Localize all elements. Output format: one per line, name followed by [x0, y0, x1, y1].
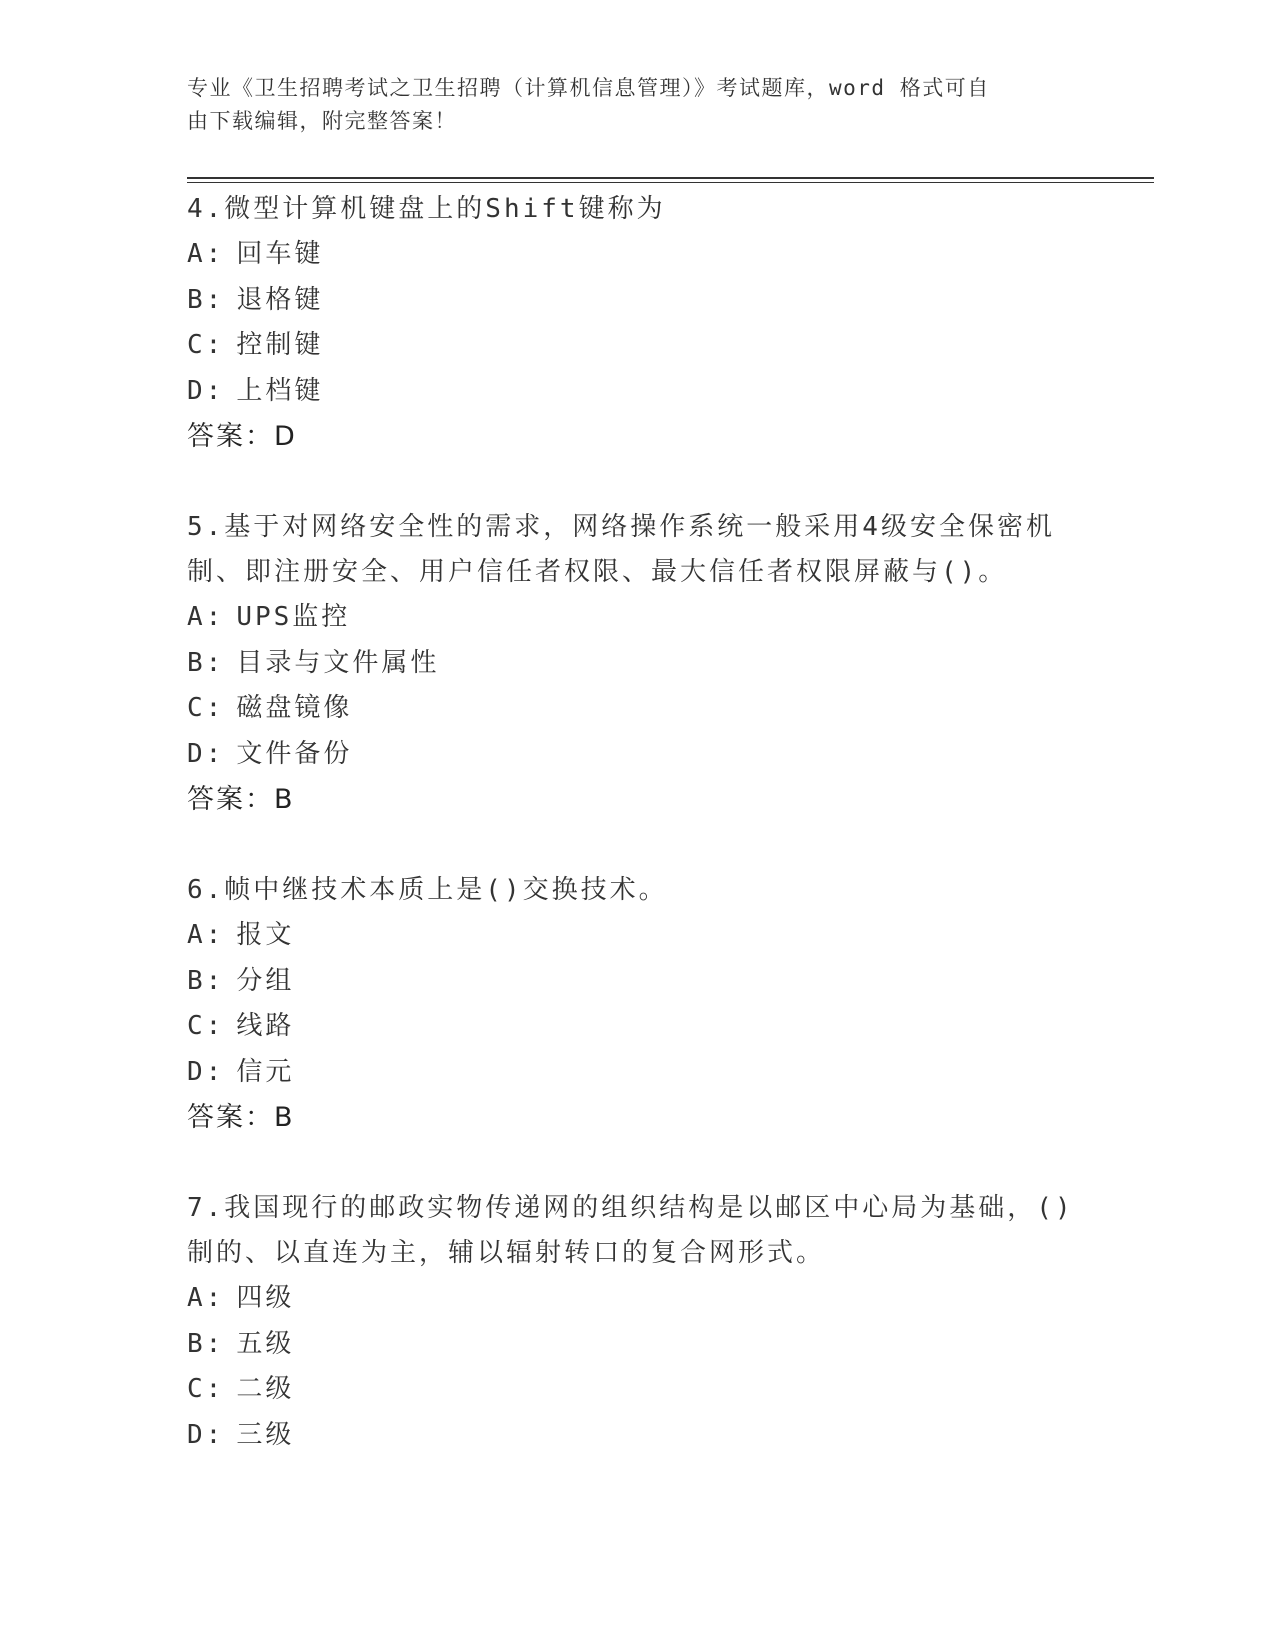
option-key: A — [187, 239, 206, 269]
option-text: 二级 — [236, 1374, 295, 1404]
option-key: D — [187, 375, 206, 406]
answer-text: 答案：B — [187, 784, 295, 815]
option-c: C: 控制键 — [187, 323, 1077, 369]
option-c: C: 二级 — [187, 1367, 1077, 1413]
question-text: 4.微型计算机键盘上的Shift键称为 — [187, 194, 666, 224]
question-text: 6.帧中继技术本质上是()交换技术。 — [187, 875, 668, 905]
option-text: 控制键 — [236, 330, 324, 360]
option-key: A — [187, 1283, 206, 1313]
answer-text: 答案：B — [187, 1102, 295, 1133]
header-line-1: 专业《卫生招聘考试之卫生招聘（计算机信息管理）》考试题库，word 格式可自 — [187, 76, 990, 100]
option-b: B: 目录与文件属性 — [187, 641, 1077, 687]
header-divider-thin — [187, 182, 1154, 183]
option-a: A: 回车键 — [187, 232, 1077, 278]
option-key: B — [187, 284, 206, 315]
question-4 — [187, 187, 1077, 460]
option-key: B — [187, 1328, 206, 1359]
question-6 — [187, 868, 1077, 1141]
option-d: D: 信元 — [187, 1050, 1077, 1096]
option-d: D: 上档键 — [187, 369, 1077, 415]
option-b: B: 分组 — [187, 959, 1077, 1005]
option-text: 四级 — [236, 1283, 295, 1313]
header-line-2: 由下载编辑，附完整答案！ — [187, 109, 457, 133]
option-text: 三级 — [236, 1419, 295, 1450]
question-text: 5.基于对网络安全性的需求，网络操作系统一般采用4级安全保密机制、即注册安全、用户信任者权限、最大信任者权限屏蔽与()。 — [187, 512, 1055, 587]
option-text: 线路 — [236, 1011, 295, 1041]
option-d: D: 文件备份 — [187, 732, 1077, 778]
option-text: 上档键 — [236, 375, 324, 406]
answer-text: 答案：D — [187, 421, 297, 452]
question-7 — [187, 1186, 1077, 1458]
option-key: D — [187, 738, 206, 769]
option-key: C — [187, 1011, 206, 1041]
option-text: 报文 — [236, 920, 295, 950]
option-text: 分组 — [236, 965, 295, 996]
question-list — [187, 187, 1077, 1503]
option-key: D — [187, 1419, 206, 1450]
option-key: B — [187, 647, 206, 678]
option-text: 五级 — [236, 1328, 295, 1359]
option-text: 文件备份 — [236, 738, 353, 769]
option-text: 信元 — [236, 1056, 295, 1087]
option-a: A: 四级 — [187, 1276, 1077, 1322]
option-key: A — [187, 602, 206, 632]
question-text: 7.我国现行的邮政实物传递网的组织结构是以邮区中心局为基础，()制的、以直连为主，辅以辐射转口的复合网形式。 — [187, 1193, 1074, 1268]
document-header — [187, 72, 1067, 138]
option-key: C — [187, 330, 206, 360]
option-b: B: 退格键 — [187, 278, 1077, 324]
option-text: 磁盘镜像 — [236, 693, 353, 723]
option-text: UPS监控 — [236, 602, 351, 632]
option-d: D: 三级 — [187, 1413, 1077, 1459]
option-b: B: 五级 — [187, 1322, 1077, 1368]
option-key: A — [187, 920, 206, 950]
option-c: C: 磁盘镜像 — [187, 686, 1077, 732]
option-key: C — [187, 1374, 206, 1404]
option-c: C: 线路 — [187, 1004, 1077, 1050]
option-text: 退格键 — [236, 284, 324, 315]
header-divider-thick — [187, 177, 1154, 179]
option-key: C — [187, 693, 206, 723]
question-5 — [187, 505, 1077, 823]
option-text: 目录与文件属性 — [236, 647, 440, 678]
option-key: D — [187, 1056, 206, 1087]
option-a: A: 报文 — [187, 913, 1077, 959]
option-text: 回车键 — [236, 239, 324, 269]
option-key: B — [187, 965, 206, 996]
option-a: A: UPS监控 — [187, 595, 1077, 641]
